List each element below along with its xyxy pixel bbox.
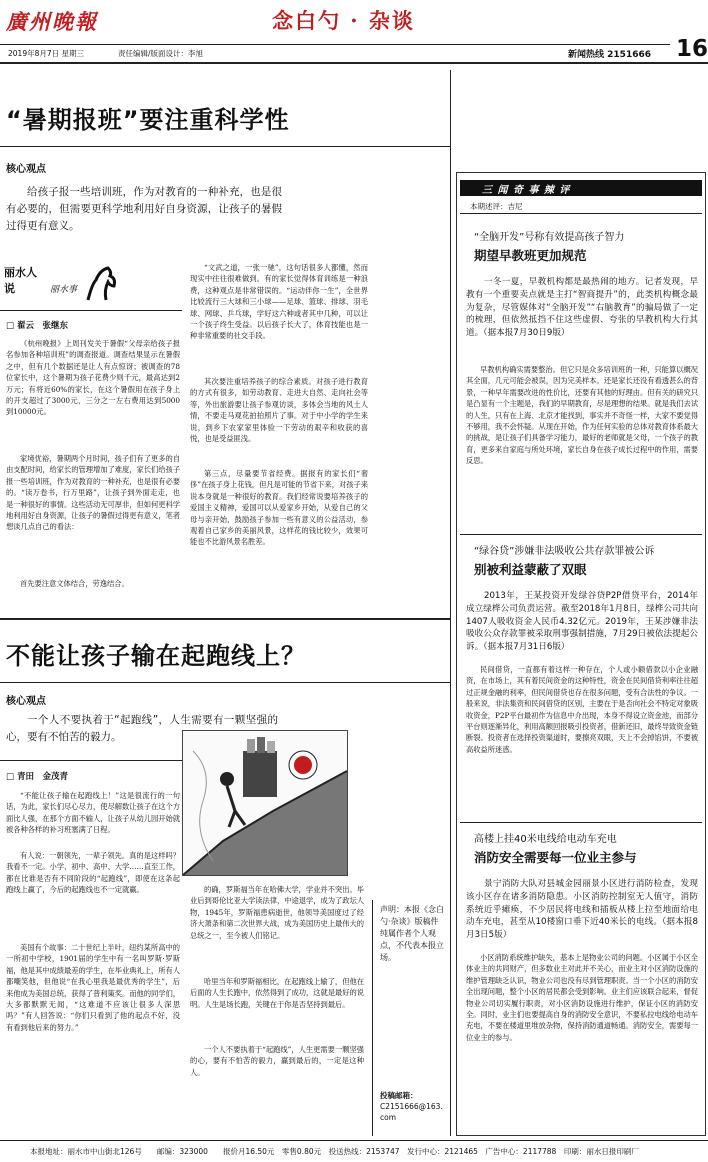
sidebar-column-title-bar [460, 180, 702, 196]
article2-lead: 一个人不要执着于“起跑线”，人生需要有一颗坚强的心，要有不怕苦的毅力。 [6, 714, 278, 743]
sidebar-item-kicker: “全脑开发”号称有效提高孩子智力 [474, 232, 625, 243]
issue-date: 2019年8月7日 星期三 [8, 49, 85, 58]
article2-paragraph: “不能让孩子输在起跑线上！”这是很流行的一句话，为此，家长们尽心尽力，使尽解数让孩子在这个方面比人强，在那个方面不输人，让孩子从幼儿园开始就被各种各样的补习班塞满了日程。 [6, 791, 180, 835]
sidebar-item [466, 228, 698, 514]
article1-column-2 [190, 262, 368, 582]
article2-paragraph: 一个人不要执着于“起跑线”，人生更需要一颗坚强的心，要有不怕苦的毅力，赢到最后的，一定是这种人。 [190, 1045, 364, 1077]
hotline [568, 47, 651, 60]
article2-kicker: 核心观点 [6, 696, 46, 707]
article1-paragraph: 其次要注重培养孩子的综合素质。对孩子进行教育的方式有很多，如劳动教育、走进大自然、走向社会等等，外出旅游要让孩子参观访谈，多体会当地的风土人情，不要走马观花拍拍照片了事。对于中小学的学生来说，到乡下农家家里体验一下劳动的艰辛和收获的喜悦，也是受益匪浅。 [190, 377, 368, 444]
article2-paragraph: 的确，罗斯福当年在哈佛大学，学业并不突出。毕业后到哥伦比亚大学读法律，中途退学，成为了政坛人物，1945年，罗斯福患病逝世，他领导美国度过了经济大萧条和第二次世界大战，成为美国历史上最伟大的总统之一，至今被人们铭记。 [190, 885, 364, 940]
section-title: 念白勺 · 杂谈 [272, 8, 415, 33]
statement-notice: 声明：本报《念白勺·杂谈》版稿件纯属作者个人观点，不代表本报立场。 [380, 905, 444, 962]
article1-byline: □ 翟云 张继东 [6, 321, 68, 331]
hotline-label: 新闻热线 [568, 50, 605, 60]
article1-kicker: 核心观点 [6, 164, 46, 175]
horse-icon [82, 264, 120, 304]
article1-column-1 [6, 338, 180, 590]
sidebar-item-summary: 景宁消防大队对县城金园丽景小区进行消防检查，发现该小区存在诸多消防隐患。小区消防控制室无人值守，消防系统近乎瘫痪，不少居民将电线和插板从楼上拉至地面给电动车充电，甚至从10楼窗口垂下近40米长的电线。（据本报8月3日5版） [466, 879, 698, 941]
sidebar-item-comment: 民间借贷，一直都有着这样一种存在，个人或小额借款以小企业融资，在市场上，其有着民间资金的这种特性，资金在民间借贷利率往往超过正规金融的利率，但民间借贷也存在很多问题，受有合法性的争议。一般来说，非法集资和民间借贷的区别，主要在于是否向社会不特定对象吸收资金，P2P平台最初作为信息中介出现，本身不得设立资金池，而部分平台则逐渐异化，利用高额回报吸引投资者，借新还旧，最终导致资金链断裂。投资者在选择投资渠道时，要擦亮双眼，天上不会掉馅饼，不要被高收益所迷惑。 [466, 665, 698, 754]
article2-headline: 不能让孩子输在起跑线上？ [6, 642, 306, 670]
column-name: 丽水人说 [4, 266, 37, 295]
hotline-number: 2151666 [607, 50, 651, 60]
submission-email [380, 1090, 444, 1123]
sidebar-item-summary: 2013年，王某投资开发绿谷贷P2P借贷平台，2014年成立绿桦公司负责运营。截至2018年1月8日，绿桦公司共向1407人吸收资金人民币4.32亿元。2019年，王某涉嫌非法吸收公众存款罪被采取刑事强制措施，7月29日被依法提起公诉。（据本报7月31日6版） [466, 591, 698, 653]
sidebar-column-title: 三 闻 奇 事 辣 评 [482, 185, 571, 196]
newspaper-logo: 廣州晚報 [6, 9, 98, 34]
sidebar-item-summary: 一冬一夏，早教机构都是最热闹的地方。记者发现，早教有一个重要卖点就是主打“智商提升”的，此类机构概念最为复杂，尽管媒体对“全脑开发”“右脑教育”的骗局做了一定的梳理，但依然抵挡不住这些虚假、夸张的早教机构大行其道。（据本报7月30日9版） [466, 277, 698, 339]
article1-paragraph: 家境优裕，暑期两个月时间，孩子们有了更多的自由支配时间，给家长的管理增加了难度，家长们给孩子报一些培训班，作为对教育的一种补充，也是很有必要的。“读万卷书，行万里路”，让孩子到外面走走，也是一种很好的事情。这些活动无可厚非，但如何更科学地利用好自身资源，让孩子的暑假过得更有意义，笔者想谈几点自己的看法： [6, 454, 180, 532]
article2-paragraph: 有人说：一朝领先，一辈子领先。真的是这样吗？我看不一定。小学、初中、高中、大学……直至工作，都在比谁是否有不同阶段的“起跑线”，即使在这条起跑线上赢了，今后的起跑线也不一定就赢。 [6, 851, 180, 895]
article1-paragraph: 《杭州晚报》上周刊发关于暑假“父母亲给孩子报名参加各种培训班”的调查报道。调查结果显示在暑假之中，但有几个数据还是让人有点惊讶；被调查的78位家长中，这个暑期为孩子花费少则千元，最高达到2万元；有将近60%的家长，在这个暑假用在孩子身上的开支超过了3000元，三分之一左右费用达到5000到10000元。 [6, 339, 180, 417]
article2-paragraph: 哈里当年和罗斯福相比，在起跑线上输了，但他在后面的人生长跑中，依然得到了成功，这就是最好的说明。人生是场长跑，关键在于你是否坚持到最后。 [190, 977, 364, 1009]
editor-credit: 责任编辑/版面设计：李旭 [118, 49, 204, 58]
sidebar-item [466, 542, 698, 802]
sidebar-item-comment: 小区消防系统维护缺失，基本上是物业公司的问题。小区属于小区全体业主的共同财产，但多数业主对此并不关心，而业主对小区消防设施的维护管理缺乏认识，物业公司也没有尽到管理职责。当一个小区的消防安全出现问题，整个小区的居民都会受到影响。业主们应该联合起来，督促物业公司切实履行职责，对小区消防设施进行维护，保证小区的消防安全。同时，业主们也要提高自身的消防安全意识，不要私拉电线给电动车充电，不要在楼道里堆放杂物，保持消防通道畅通。消防安全，需要每一位业主的参与。 [466, 953, 698, 1042]
article2-column-2 [190, 884, 364, 1092]
article1-headline: “暑期报班”要注重科学性 [6, 106, 290, 134]
article2-column-1 [6, 790, 180, 1146]
sidebar-item [466, 830, 698, 1112]
column-subname: 丽水事 [50, 285, 78, 295]
email-label: 投稿邮箱： [380, 1091, 418, 1100]
sidebar-editor: 本期述评：吉尼 [470, 202, 523, 211]
sidebar-item-kicker: “绿谷贷”涉嫌非法吸收公共存款罪被公诉 [474, 546, 655, 557]
page-number: 16 [676, 36, 708, 62]
article2-byline: □ 青田 金茂青 [6, 772, 68, 782]
article1-lead: 给孩子报一些培训班，作为对教育的一种补充，也是很有必要的，但需要更科学地利用好自身资源，让孩子的暑假过得更有意义。 [6, 186, 282, 232]
editorial-cartoon [182, 730, 348, 876]
column-logo [0, 262, 125, 308]
sidebar-item-headline: 别被利益蒙蔽了双眼 [474, 562, 587, 577]
article1-paragraph: 第三点，尽量要节省经费。据报有的家长们“奢侈”在孩子身上花钱，但凡是可能的节省下来，对孩子来说本身就是一种很好的教育。我们经常说要培养孩子的爱国主义精神，爱国可以从爱家乡开始，从爱自己的父母与亲开始，鼓励孩子参加一些有意义的公益活动，参观着自己家乡的美丽风景，这样花的钱比较少，效果可能也不比游风景名胜差。 [190, 469, 368, 547]
sidebar-item-headline: 消防安全需要每一位业主参与 [474, 850, 637, 865]
sidebar-item-kicker: 高楼上挂40米电线给电动车充电 [474, 834, 617, 845]
sidebar-item-comment: 早教机构确实需要整治。但它只是众多培训班的一种，只能算以概况其全面，几元可能会被误，因为完美样本。还是家长还没有看透甚么的背景，一种早年需要改进的性价比，还要有其他的好理由。但有关的研究只是凸显有一个主题是，我们的早期教育，尽是理想的结果。就是我们去试的人生，只有在上海、北京才能找到，事实并不奇怪一样，大家不要觉得不够用，我不会怀疑。从现在开始，作为任何实验的总体对教育体系最大的挑战，是让孩子们具备学习能力，最好的老师就是父母，一个孩子的教育，更多来自家庭与所处环境，家长自身在孩子成长过程中的作用，需要反思。 [466, 365, 698, 466]
cartoon-illustration [183, 731, 347, 875]
sidebar-item-headline: 期望早教班更加规范 [474, 248, 587, 263]
footer-info: 本报地址：丽水市中山街北126号 邮编：323000 报价月16.50元 零售0.80元 投送热线：2153747 发行中心：2121465 广告中心：2117788 印刷：丽水日报印刷厂 [30, 1147, 639, 1156]
article1-paragraph: 首先要注意文体结合，劳逸结合。 [20, 579, 129, 588]
email-address[interactable]: C2151666@163.com [380, 1102, 443, 1122]
article2-paragraph: 美国有个故事：二十世纪上半叶，纽约某所高中的一所初中学校，1901届的学生中有一名叫罗斯·罗斯福，他是其中成绩最差的学生，在毕业典礼上，所有人都嘲笑他，但他说“在我心里我是最优秀的学生”，后来他成为美国总统，获得了普利策奖。而他的同学们，大多都默默无闻，“这难道不应该让很多人深思吗？”有人回答说：“你们只看到了他的起点不好，没有看到他后来的努力。” [6, 943, 180, 1032]
article1-paragraph: “文武之道，一张一驰”，这句话很多人都懂，然而现实中往往很难做到。有的家长觉得体育训练是一种浪费，这种观点是非常错误的。“运动伴你一生”，全世界比较流行三大球和三小球——足球、篮球、排球、羽毛球、网球、乒乓球，学好这六种或者其中几种，可以让一个孩子终生受益。以后孩子长大了，体育技能也是一种非常重要的社交手段。 [190, 263, 368, 341]
